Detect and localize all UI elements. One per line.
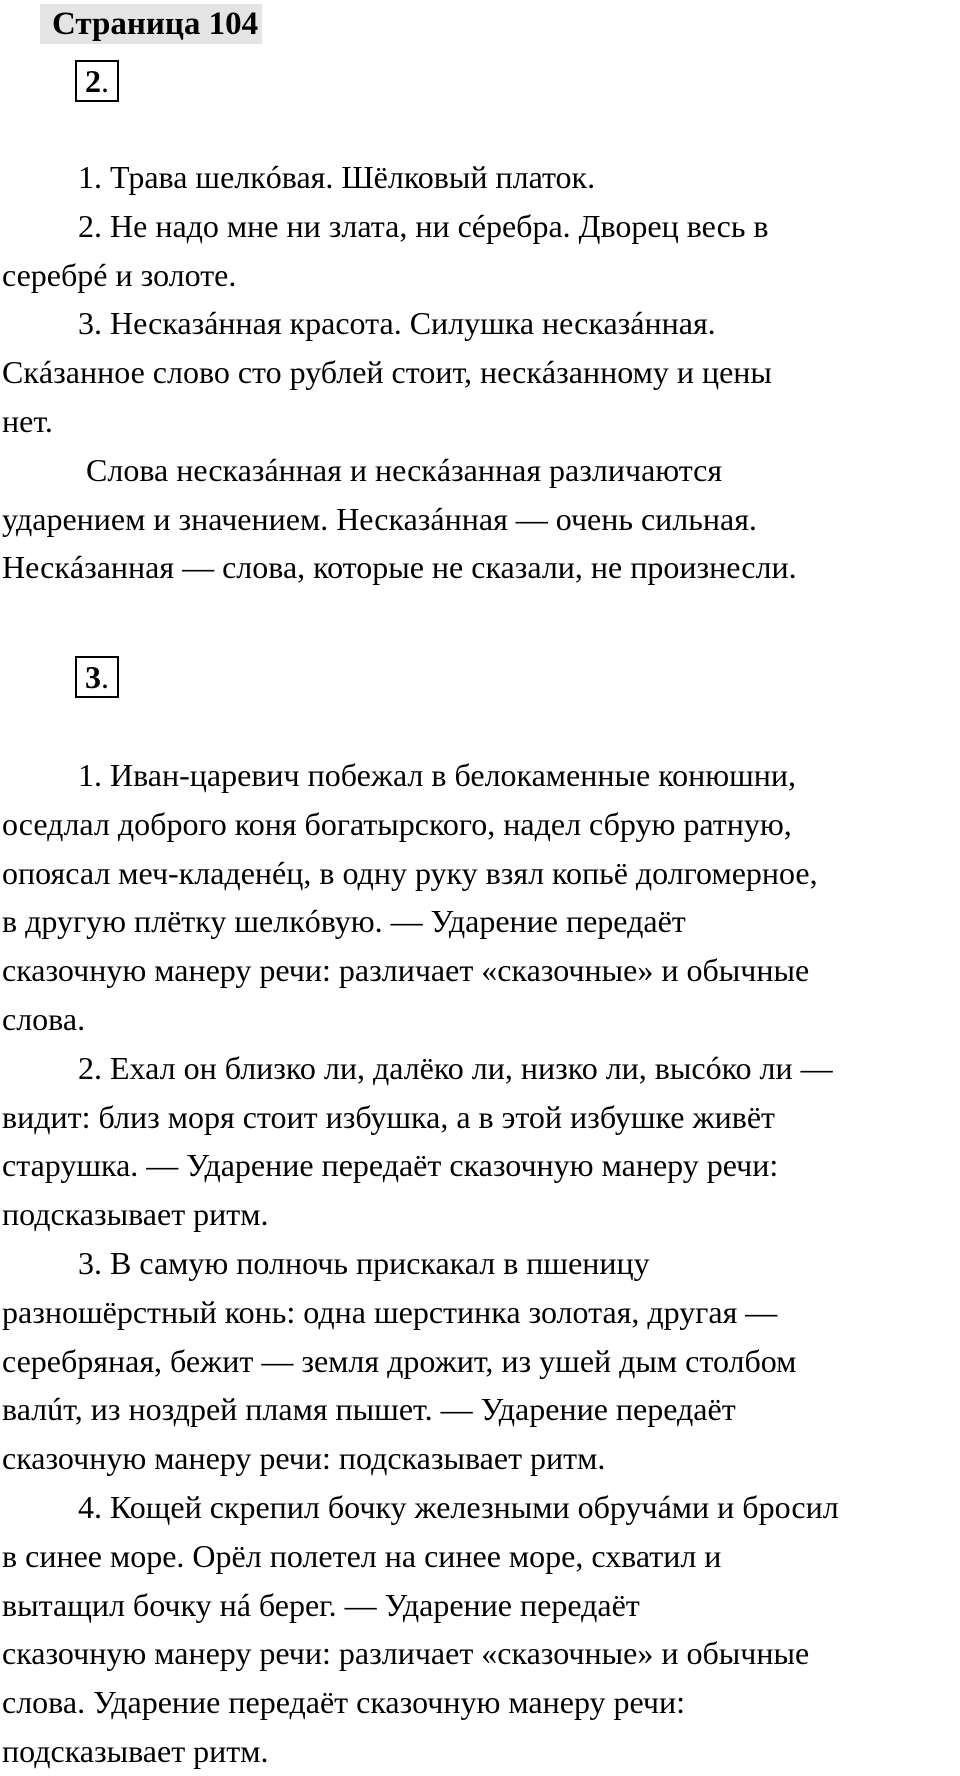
text-line: 4. Кощей скрепил бочку железными обручáми и бросил	[78, 1488, 839, 1525]
text-line: Скáзанное слово сто рублей стоит, нескáзанному и цены	[2, 354, 772, 391]
page-header: Страница 104	[40, 4, 262, 44]
text-line: 1. Трава шелкóвая. Шёлковый платок.	[78, 159, 596, 195]
text-line: Слова несказáнная и нескáзанная различаются	[86, 451, 723, 488]
exercise-number-3-digit: 3	[85, 659, 101, 695]
text-line: серебрé и золоте.	[2, 256, 237, 293]
text-line: подсказывает ритм.	[2, 1196, 269, 1233]
exercise-number-2-digit: 2	[85, 63, 101, 99]
exercise-3-paragraph-3	[2, 1239, 958, 1483]
text-line: серебряная, бежит — земля дрожит, из ушей дым столбом	[2, 1342, 797, 1379]
text-line: 2. Не надо мне ни злата, ни сéребра. Дворец весь в	[78, 207, 769, 244]
text-line: вытащил бочку нá берег. — Ударение передаёт	[2, 1586, 640, 1623]
exercise-2-text	[2, 153, 958, 592]
text-line: старушка. — Ударение передаёт сказочную манеру речи:	[2, 1147, 779, 1184]
exercise-2-paragraph-4	[2, 446, 958, 592]
exercise-number-2-dot: .	[101, 63, 109, 99]
text-line: сказочную манеру речи: подсказывает ритм.	[2, 1440, 606, 1477]
text-line: слова.	[2, 1000, 86, 1037]
text-line: 1. Иван-царевич побежал в белокаменные конюшни,	[78, 757, 797, 793]
exercise-2-paragraph-2	[2, 202, 958, 300]
text-line: сказочную манеру речи: различает «сказочные» и обычные	[2, 1635, 810, 1672]
exercise-number-2	[75, 60, 119, 102]
exercise-3-paragraph-2	[2, 1044, 958, 1239]
text-line: 3. В самую полночь прискакал в пшеницу	[78, 1244, 650, 1281]
text-line: ударением и значением. Несказáнная — очень сильная.	[2, 500, 757, 537]
text-line: видит: близ моря стоит избушка, а в этой избушке живёт	[2, 1098, 775, 1135]
text-line: 3. Несказáнная красота. Силушка несказáнная.	[78, 305, 716, 342]
text-line: сказочную манеру речи: различает «сказочные» и обычные	[2, 952, 810, 989]
text-line: оседлал доброго коня богатырского, надел сбрую ратную,	[2, 805, 792, 842]
text-line: Нескáзанная — слова, которые не сказали, не произнесли.	[2, 549, 797, 586]
text-line: валúт, из ноздрей пламя пышет. — Ударение передаёт	[2, 1391, 736, 1428]
exercise-number-3	[75, 656, 119, 698]
exercise-number-3-dot: .	[101, 659, 109, 695]
text-line: в другую плётку шелкóвую. — Ударение передаёт	[2, 903, 686, 940]
exercise-3-text	[2, 751, 958, 1776]
text-line: в синее море. Орёл полетел на синее море, схватил и	[2, 1537, 722, 1574]
text-line: разношёрстный конь: одна шерстинка золотая, другая —	[2, 1293, 778, 1330]
exercise-3-paragraph-1	[2, 751, 958, 1044]
exercise-2-paragraph-1	[2, 153, 958, 202]
text-line: нет.	[2, 402, 53, 439]
text-line: опоясал меч-кладенéц, в одну руку взял копьё долгомерное,	[2, 854, 818, 891]
text-line: 2. Ехал он близко ли, далёко ли, низко ли, высóко ли —	[78, 1049, 833, 1086]
exercise-2-paragraph-3	[2, 299, 958, 445]
text-line: слова. Ударение передаёт сказочную манеру речи:	[2, 1684, 686, 1721]
text-line: подсказывает ритм.	[2, 1732, 269, 1769]
exercise-3-paragraph-4	[2, 1483, 958, 1776]
